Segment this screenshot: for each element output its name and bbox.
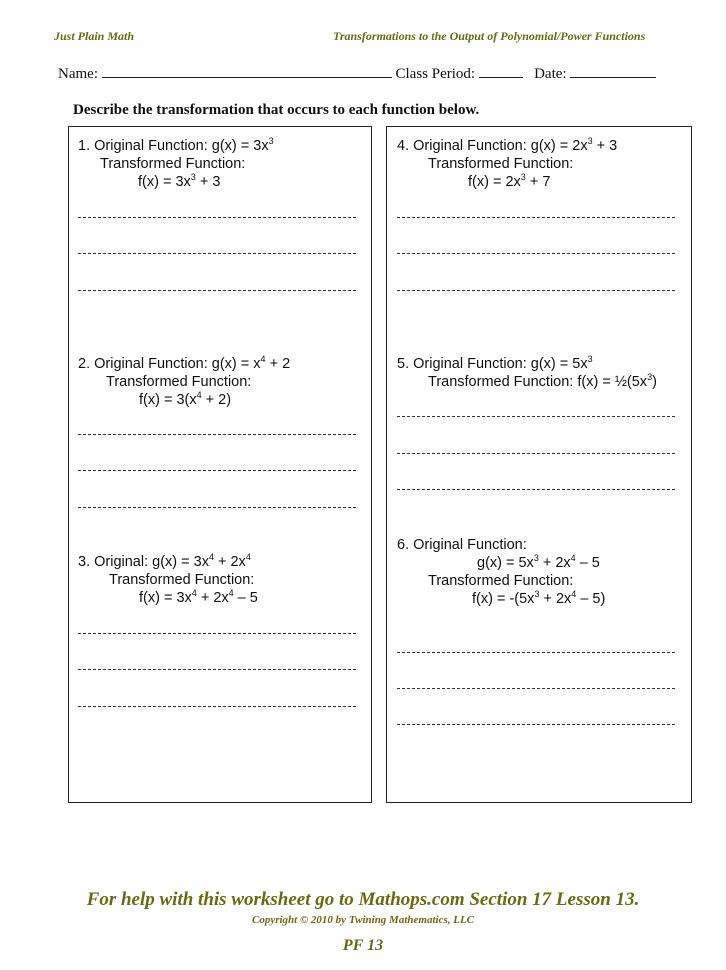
problem-4-transformed-label: Transformed Function:	[428, 156, 574, 172]
problem-2-transformed-label: Transformed Function:	[106, 374, 252, 390]
problem-5-transformed: Transformed Function: $f(x) = \frac{1}{2}(5x^3)$	[428, 372, 657, 390]
answer-line-6b[interactable]	[397, 688, 675, 689]
problem-2	[78, 355, 290, 409]
problem-4-transformed: $f(x) = 2x^3 + 7$	[468, 172, 551, 190]
problem-4-original: 4. Original Function: $g(x) = 2x^3 + 3$	[397, 136, 618, 154]
header-right-title: Transformations to the Output of Polynomial/Power Functions	[333, 29, 646, 43]
footer-help-text: For help with this worksheet go to Mathops.com Section 17 Lesson 13.	[86, 889, 640, 910]
answer-line-1c[interactable]	[78, 290, 356, 291]
problem-2-original: 2. Original Function: $g(x) = x^4 + 2$	[78, 354, 291, 372]
footer-copyright: Copyright © 2010 by Twining Mathematics, LLC	[251, 914, 475, 926]
problem-6-transformed-label: Transformed Function:	[428, 573, 574, 589]
name-field[interactable]	[102, 63, 392, 78]
answer-line-5a[interactable]	[397, 416, 675, 417]
answer-line-5b[interactable]	[397, 453, 675, 454]
problem-2-transformed: $f(x) = 3(x^4 + 2)$	[139, 390, 232, 408]
answer-line-6a[interactable]	[397, 652, 675, 653]
date-field[interactable]	[570, 63, 656, 78]
problem-6	[397, 536, 606, 608]
answer-line-3a[interactable]	[78, 633, 356, 634]
problem-6-transformed: $f(x) = -(5x^3 + 2x^4 - 5)$	[472, 589, 606, 607]
problem-1	[78, 137, 274, 191]
answer-line-3c[interactable]	[78, 706, 356, 707]
student-info-row	[58, 63, 656, 83]
answer-line-6c[interactable]	[397, 724, 675, 725]
class-period-label: Class Period:	[395, 66, 476, 82]
date-label: Date:	[534, 66, 567, 82]
problem-3-transformed-label: Transformed Function:	[109, 572, 255, 588]
answer-line-3b[interactable]	[78, 669, 356, 670]
problem-3-original: 3. Original: $g(x) = 3x^4 + 2x^4$	[78, 552, 251, 570]
problem-5-original: 5. Original Function: $g(x) = 5x^3$	[397, 354, 593, 372]
instructions: Describe the transformation that occurs to each function below.	[73, 102, 480, 118]
answer-line-2a[interactable]	[78, 434, 356, 435]
problem-1-transformed-label: Transformed Function:	[100, 156, 246, 172]
footer-page-number: PF 13	[342, 937, 384, 954]
problem-6-original: $g(x) = 5x^3 + 2x^4 - 5$	[477, 553, 600, 571]
problem-1-original: 1. Original Function: $g(x) = 3x^3$	[78, 136, 274, 154]
problem-4	[397, 137, 617, 191]
problem-5	[397, 354, 657, 391]
problem-3-transformed: $f(x) = 3x^4 + 2x^4 - 5$	[139, 588, 258, 606]
answer-line-4b[interactable]	[397, 253, 675, 254]
answer-line-2b[interactable]	[78, 470, 356, 471]
answer-line-4c[interactable]	[397, 290, 675, 291]
problem-1-transformed: $f(x) = 3x^3 + 3$	[138, 172, 221, 190]
name-label: Name:	[58, 66, 98, 82]
answer-line-5c[interactable]	[397, 489, 675, 490]
answer-line-1b[interactable]	[78, 253, 356, 254]
class-period-field[interactable]	[479, 63, 523, 78]
answer-line-2c[interactable]	[78, 507, 356, 508]
problem-6-original-label: 6. Original Function:	[397, 537, 527, 553]
problem-3	[78, 552, 258, 607]
left-problem-box	[68, 126, 372, 803]
answer-line-4a[interactable]	[397, 217, 675, 218]
right-problem-box	[386, 126, 692, 803]
header-left-title: Just Plain Math	[54, 29, 135, 43]
answer-line-1a[interactable]	[78, 217, 356, 218]
